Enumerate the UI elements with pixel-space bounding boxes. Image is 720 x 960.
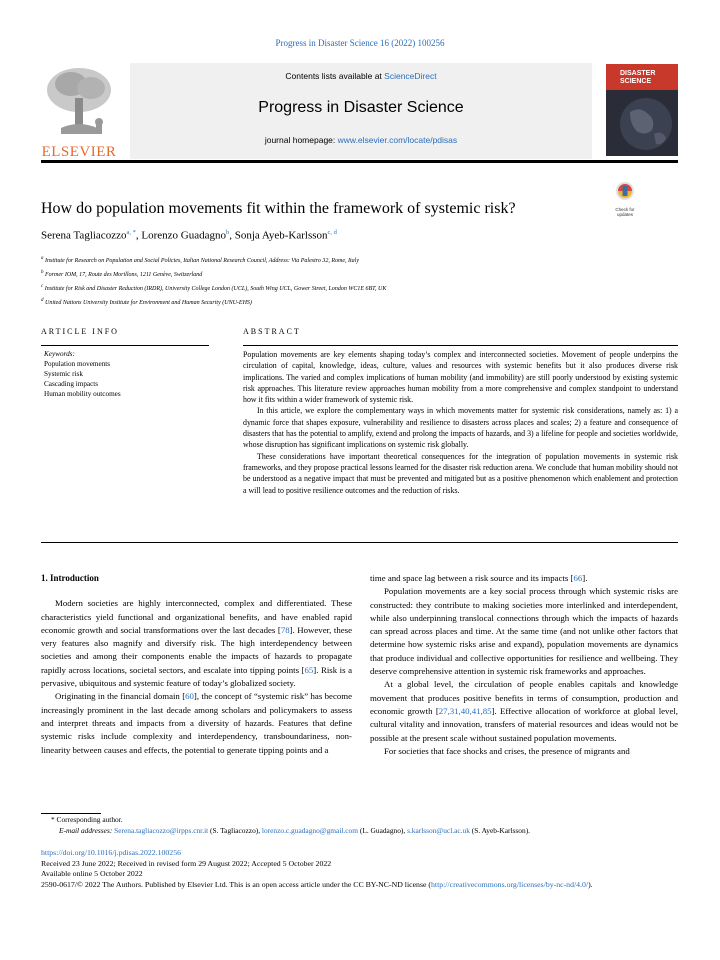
journal-masthead (130, 63, 592, 159)
keyword: Cascading impacts (44, 380, 99, 388)
affiliation-item: $^c$ Institute for Risk and Disaster Reduction (IRDR), University College London (UCL), South Wing UCL, Gower Street, London WC1E 6BT, UK (41, 284, 387, 292)
body-paragraph: At a global level, the circulation of people enables capitals and knowledge movement that produces positive benefits in terms of consumption, production and economic growth [27,31,40,41,85]. Effective allocation of workforce at global level, cultural vitality and innovation, transfers of material resources and ideas would not be possible at the present scale without sustained population movements. (370, 679, 679, 743)
author-list: Serena Tagliacozzo$^{a, *}$, Lorenzo Guadagno$^b$, Sonja Ayeb-Karlsson$^{c, d}$ (41, 229, 337, 242)
body-column-right (370, 572, 678, 758)
affiliation-item: $^d$ United Nations University Institute for Environment and Human Security (UNU-EHS) (41, 298, 252, 306)
globe-icon (606, 90, 678, 156)
email-link[interactable]: Serena.tagliacozzo@irpps.cnr.it (114, 825, 209, 835)
check-for-updates-badge[interactable] (606, 180, 644, 217)
citation-link[interactable]: 78 (280, 624, 290, 635)
abstract-rule (243, 345, 678, 346)
author-name: Serena Tagliacozzo (41, 229, 127, 242)
citation-link[interactable]: 65 (304, 664, 314, 675)
author-affiliation-marker[interactable]: c, d (327, 229, 337, 236)
abstract-body (243, 349, 678, 496)
affiliation-item: $^b$ Former IOM, 17, Route des Morillons, 1211 Genève, Switzerland (41, 270, 203, 278)
crossmark-icon (606, 180, 644, 202)
body-column-left (41, 572, 352, 757)
body-paragraph: Population movements are a key social process through which systemic risks are constructed: they contribute to making societies more interlinked and interdependent, while also underpinning translocal connections through which the impacts of hazards can spread across places and time. At the same time (and not unlike other factors that determine how systemic risks arise and expand), population movements are dynamics that produce individual and collective opportunities for resilience and wellbeing. They deserve comprehensive attention in systemic risk frameworks and approaches. (370, 586, 678, 677)
affiliation-item: $^a$ Institute for Research on Population and Social Policies, Italian National Research Council, Address: Via Palestro 32, Rome, Italy (41, 256, 360, 264)
journal-cover[interactable] (606, 64, 678, 156)
article-info-heading: ARTICLE INFO (41, 327, 119, 336)
running-head (0, 38, 720, 48)
contents-line: Contents lists available at ScienceDirect (285, 71, 437, 81)
doi-link[interactable]: https://doi.org/10.1016/j.pdisas.2022.100256 (41, 848, 181, 857)
abstract-paragraph: Population movements are key elements shaping today’s complex and interconnected societies. Movement of people underpins the circulation of capital, knowledge, ideas, culture, values and resources with systemic benefits but it also produces diverse risk implications. The varied and complex implications of human mobility (and immobility) are still poorly understood by existing systemic risk approaches. This literature review approaches human mobility from a more comprehensive and complex standpoint to understand how it fits within a wider framework of systemic risk. (243, 350, 678, 405)
article-info-rule (41, 345, 209, 346)
keyword: Population movements (44, 360, 111, 368)
abstract-paragraph: In this article, we explore the complementary ways in which movements matter for systemic risk considerations, namely as: 1) a dynamic force that shapes exposure, vulnerability and resilience to disasters across places and scales; 2) a feature and consequence of disasters that has the potential to amplify, extend and prolong the impacts of hazards, and 3) a lifeline for people and societies worldwide, whose disruption has significant implications on systemic risk globally. (243, 406, 678, 450)
license-statement: 2590-0617/© 2022 The Authors. Published by Elsevier Ltd. This is an open access article under the CC BY-NC-ND license (http://creativecommons.org/licenses/by-nc-nd/4.0/). (41, 880, 593, 890)
publication-info (41, 848, 681, 891)
running-head-link[interactable]: Progress in Disaster Science 16 (2022) 100256 (275, 38, 445, 48)
available-date: Available online 5 October 2022 (41, 869, 143, 879)
citation-link[interactable]: 66 (573, 573, 583, 583)
elsevier-logo (41, 64, 117, 160)
abstract-bottom-rule (41, 542, 678, 543)
affiliation-list (41, 253, 681, 309)
abstract-paragraph: These considerations have important theoretical consequences for the integration of population movements in systemic risk frameworks, and they propose practical lessons learned for the disaster risk reduction arena. We conclude that human mobility should not be understood as a negative impact that must be prevented and mitigated but as a positive phenomenon which enablement and protection a will lead to positive resilience outcomes and the reduction of risks. (243, 451, 678, 495)
license-link[interactable]: http://creativecommons.org/licenses/by-nc-nd/4.0/ (431, 880, 589, 890)
cover-title: DISASTER SCIENCE (620, 70, 656, 85)
abstract-heading: ABSTRACT (243, 327, 301, 336)
journal-homepage-link[interactable]: www.elsevier.com/locate/pdisas (337, 135, 458, 145)
citation-link[interactable]: 27,31,40,41,85 (438, 705, 492, 716)
author-affiliation-marker[interactable]: a, * (126, 229, 136, 236)
crossmark-label: Check for updates (615, 207, 635, 217)
publisher-name: ELSEVIER (41, 144, 117, 160)
email-link[interactable]: s.karlsson@ucl.ac.uk (407, 825, 470, 835)
keyword: Systemic risk (44, 370, 83, 378)
keywords-label: Keywords: (44, 350, 75, 358)
author-name: Lorenzo Guadagno (141, 229, 226, 242)
section-heading: 1. Introduction (41, 573, 99, 583)
received-dates: Received 23 June 2022; Received in revised form 29 August 2022; Accepted 5 October 2022 (41, 858, 332, 868)
article-title: How do population movements fit within the framework of systemic risk? (41, 200, 516, 217)
keyword: Human mobility outcomes (44, 390, 121, 398)
footnote-rule (41, 813, 101, 814)
body-paragraph: Originating in the financial domain [60], the concept of “systemic risk” has become increasingly prominent in the last decade among scholars and policymakers to assess and interpret threats and impacts from a diversity of hazards. Features that define systemic risks include complexity and interdependency, transboundariness, non-linearity between causes and effects, the potential to generate tipping points and a (41, 691, 352, 755)
corresponding-author-note: * Corresponding author. (51, 815, 123, 824)
footnote-block (41, 815, 681, 837)
citation-link[interactable]: 60 (185, 691, 194, 702)
keywords-block (44, 349, 204, 399)
author-name: Sonja Ayeb-Karlsson (234, 229, 328, 242)
email-addresses: E-mail addresses: Serena.tagliacozzo@irpps.cnr.it (S. Tagliacozzo), lorenzo.c.guadagno@gmail.com (L. Guadagno), s.karlsson@ucl.ac.uk (S. Ayeb-Karlsson). (59, 825, 531, 835)
body-paragraph: time and space lag between a risk source and its impacts [66]. (370, 573, 588, 583)
email-link[interactable]: lorenzo.c.guadagno@gmail.com (261, 825, 359, 835)
author-affiliation-marker[interactable]: b (225, 229, 230, 236)
elsevier-tree-icon (41, 64, 117, 138)
homepage-line: journal homepage: www.elsevier.com/locate/pdisas (264, 135, 458, 145)
sciencedirect-link[interactable]: ScienceDirect (384, 71, 437, 81)
body-paragraph: For societies that face shocks and crises, the presence of migrants and (384, 745, 630, 756)
header-rule (41, 160, 678, 163)
body-paragraph: Modern societies are highly interconnected, complex and differentiated. These characteristics yield functional and organizational benefits, and have enabled rapid economic growth and social transformations over the last decades [78]. However, these very features also magnify and diversify risk. The high interdependency between societies and among their components enable the impacts of hazards to propagate rapidly across locations, societal sectors, and escalate into tipping points [65]. Risk is a pervasive, ubiquitous and systemic feature of today’s globalized society. (41, 598, 352, 689)
journal-name: Progress in Disaster Science (258, 99, 464, 116)
